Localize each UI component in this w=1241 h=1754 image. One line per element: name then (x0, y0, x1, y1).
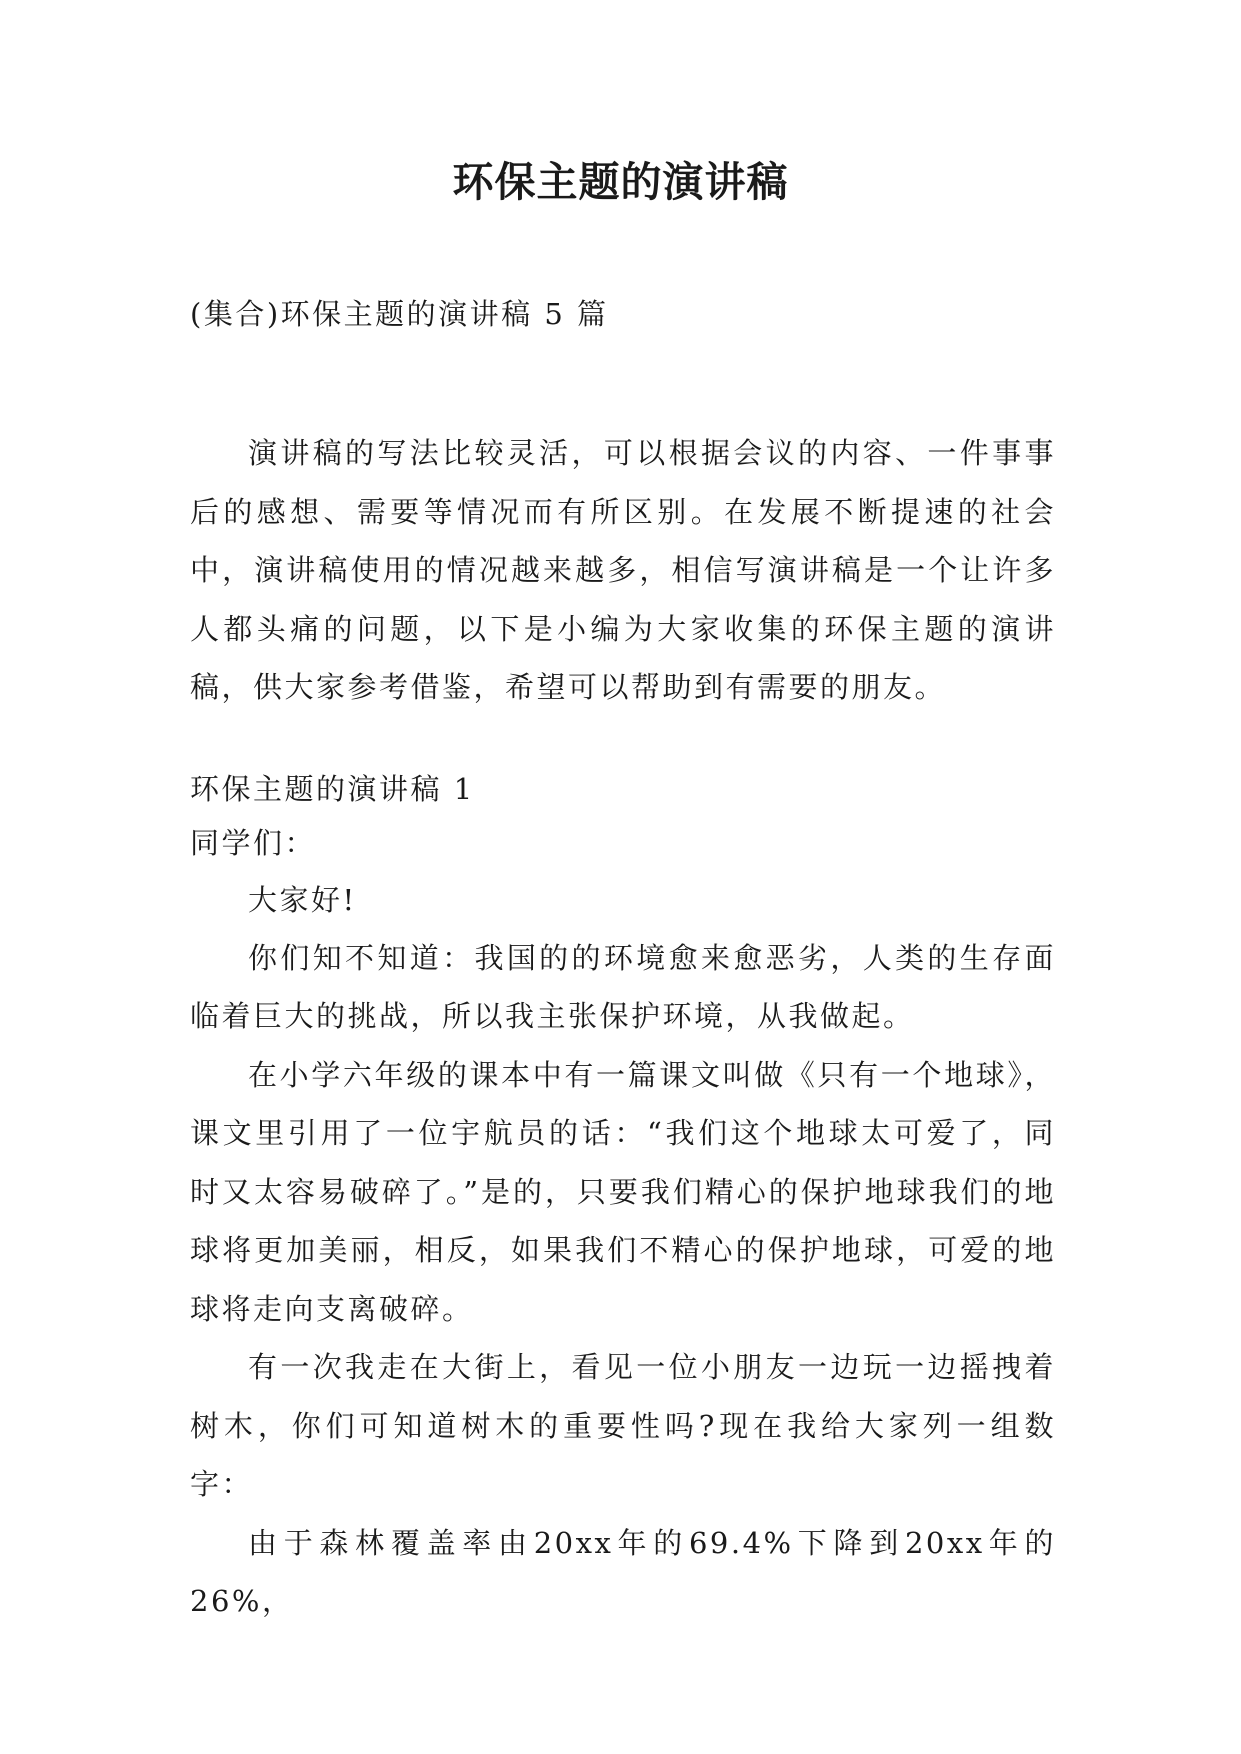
body-paragraph: 由于森林覆盖率由20xx年的69.4%下降到20xx年的26%， (190, 1525, 1056, 1618)
greeting: 大家好! (248, 882, 357, 917)
document-title: 环保主题的演讲稿 (452, 158, 789, 206)
section-heading: 环保主题的演讲稿 1 (190, 771, 475, 806)
body-paragraph: 你们知不知道：我国的的环境愈来愈恶劣，人类的生存面临着巨大的挑战，所以我主张保护环境，从我做起。 (190, 940, 1056, 1033)
document-body (190, 292, 1056, 1631)
document-subtitle: (集合)环保主题的演讲稿 5 篇 (190, 297, 609, 331)
body-paragraph: 在小学六年级的课本中有一篇课文叫做《只有一个地球》，课文里引用了一位宇航员的话：“我们这个地球太可爱了，同时又太容易破碎了。”是的，只要我们精心的保护地球我们的地球将更加美丽，相反，如果我们不精心的保护地球，可爱的地球将走向支离破碎。 (190, 1057, 1056, 1326)
body-paragraph: 有一次我走在大街上，看见一位小朋友一边玩一边摇拽着树木，你们可知道树木的重要性吗?现在我给大家列一组数字： (190, 1350, 1056, 1501)
salutation: 同学们： (190, 825, 317, 860)
intro-paragraph: 演讲稿的写法比较灵活，可以根据会议的内容、一件事事后的感想、需要等情况而有所区别。在发展不断提速的社会中，演讲稿使用的情况越来越多，相信写演讲稿是一个让许多人都头痛的问题，以下是小编为大家收集的环保主题的演讲稿，供大家参考借鉴，希望可以帮助到有需要的朋友。 (190, 436, 1056, 704)
